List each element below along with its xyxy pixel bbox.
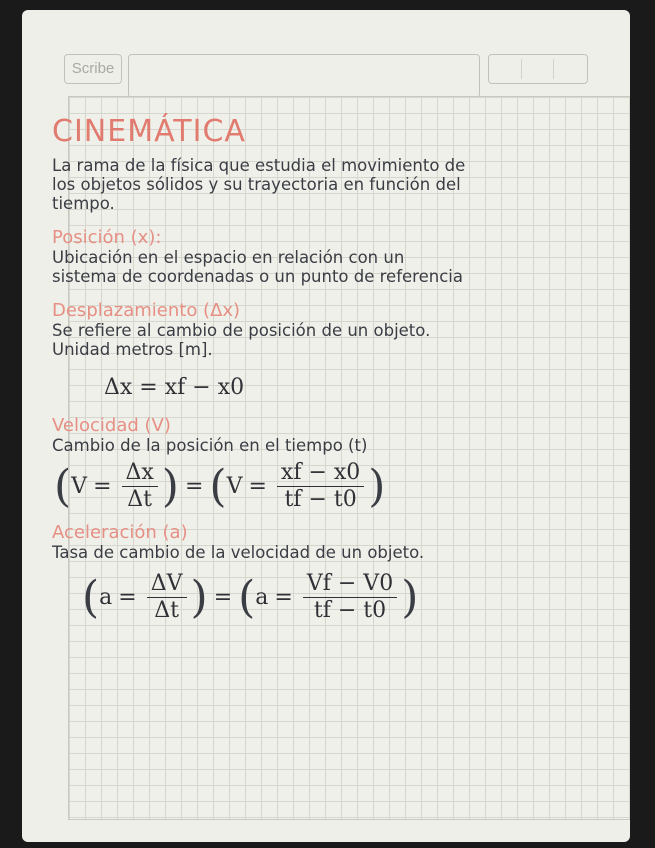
close-paren: ) <box>368 460 386 512</box>
fraction-denominator: tf − t0 <box>313 598 387 623</box>
fraction-denominator: Δt <box>127 487 153 512</box>
open-paren: ( <box>82 571 100 623</box>
definition-line: tiempo. <box>52 194 115 213</box>
page-header <box>64 54 620 84</box>
section-heading-aceleracion: Aceleración (a) <box>52 522 188 543</box>
fraction-denominator: Δt <box>154 598 179 623</box>
formula-equals: = <box>118 585 137 610</box>
fraction <box>277 461 364 512</box>
header-title-box <box>128 54 480 98</box>
formula-var: V <box>226 474 243 499</box>
fraction-numerator: Δx <box>122 461 158 487</box>
close-paren: ) <box>401 571 419 623</box>
section-heading-desplazamiento: Desplazamiento (Δx) <box>52 300 241 321</box>
formula-var: V <box>71 474 88 499</box>
formula-equals: = <box>274 585 293 610</box>
section-text: Ubicación en el espacio en relación con un <box>52 248 405 267</box>
section-text: Se refiere al cambio de posición de un objeto. <box>52 321 431 340</box>
definition-line: los objetos sólidos y su trayectoria en función del <box>52 175 461 194</box>
definition-line: La rama de la física que estudia el movimiento de <box>52 156 466 175</box>
fraction <box>303 572 397 623</box>
formula-var: a <box>255 585 269 610</box>
displacement-formula <box>104 375 612 405</box>
close-paren: ) <box>190 571 208 623</box>
date-divider <box>521 59 522 79</box>
fraction-numerator: ΔV <box>147 572 187 598</box>
formula-equals: = <box>93 474 112 499</box>
fraction-denominator: tf − t0 <box>284 487 357 512</box>
brand-logo: Scribe <box>64 54 122 84</box>
section-heading-posicion: Posición (x): <box>52 227 162 248</box>
section-heading-velocidad: Velocidad (V) <box>52 415 171 436</box>
open-paren: ( <box>54 460 72 512</box>
open-paren: ( <box>238 571 256 623</box>
fraction-numerator: xf − x0 <box>277 461 364 487</box>
close-paren: ) <box>161 460 179 512</box>
page-title: CINEMÁTICA <box>52 114 246 149</box>
formula-equals: = <box>213 585 233 610</box>
formula-rhs: xf − x0 <box>164 375 245 400</box>
formula-var: a <box>99 585 113 610</box>
date-divider <box>553 59 554 79</box>
open-paren: ( <box>209 460 227 512</box>
fraction-numerator: Vf − V0 <box>303 572 397 598</box>
formula-equals: = <box>248 474 267 499</box>
handwritten-notes <box>52 114 612 623</box>
fraction <box>122 461 158 512</box>
acceleration-formula <box>82 572 612 623</box>
header-date-box <box>488 54 588 84</box>
fraction <box>147 572 187 623</box>
formula-equals: = <box>184 474 204 499</box>
section-text: sistema de coordenadas o un punto de referencia <box>52 267 463 286</box>
section-text: Tasa de cambio de la velocidad de un objeto. <box>52 543 425 562</box>
section-text: Cambio de la posición en el tiempo (t) <box>52 436 368 455</box>
formula-lhs: Δx <box>104 375 133 400</box>
formula-equals: = <box>139 375 158 400</box>
velocity-formula <box>54 461 612 512</box>
section-text: Unidad metros [m]. <box>52 340 213 359</box>
